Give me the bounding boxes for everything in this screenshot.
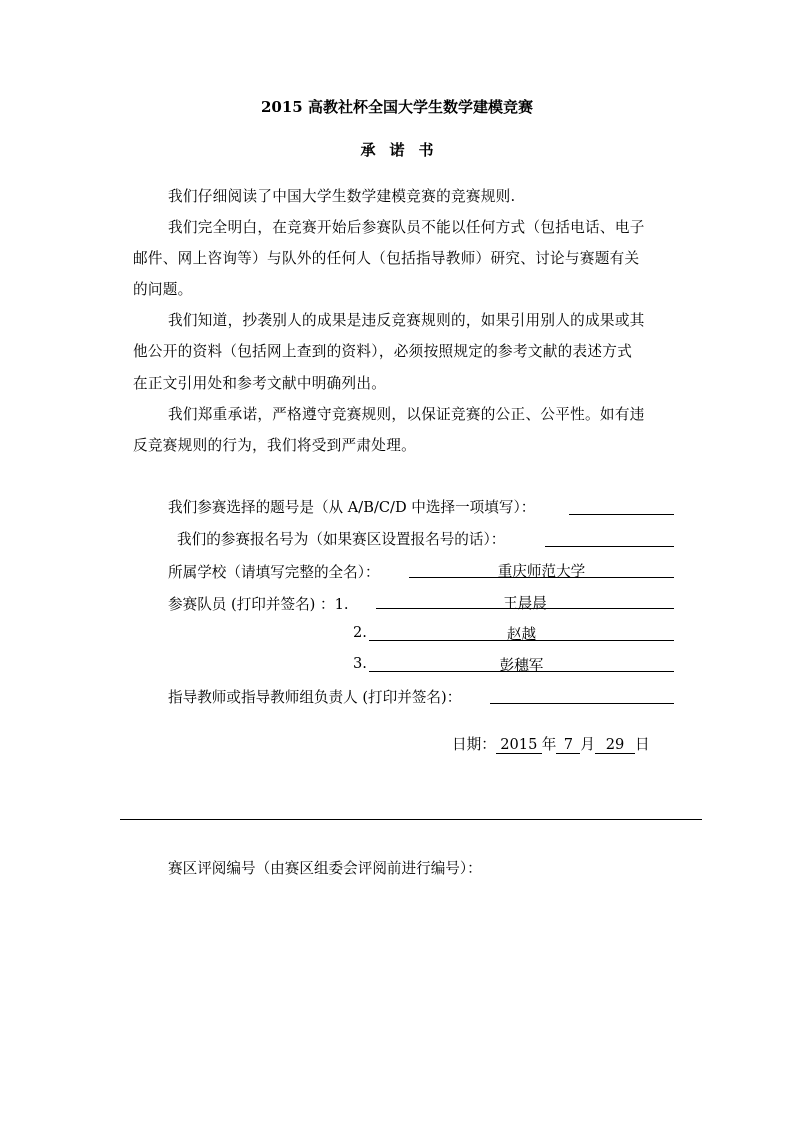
signup-number-label: 我们的参赛报名号为（如果赛区设置报名号的话）：	[177, 531, 506, 548]
date-month-unit: 月	[580, 736, 596, 753]
date-year-unit: 年	[541, 736, 557, 753]
paragraph-1: 我们仔细阅读了中国大学生数学建模竞赛的竞赛规则.	[168, 188, 516, 205]
member-2-value: 赵越	[506, 626, 537, 643]
date-day-unit: 日	[635, 736, 650, 753]
paragraph-3-line-3: 在正文引用处和参考文献中明确列出。	[133, 375, 387, 392]
member-3-index: 3.	[353, 655, 367, 672]
paragraph-3-line-1: 我们知道，抄袭别人的成果是违反竞赛规则的，如果引用别人的成果或其	[168, 312, 645, 329]
date-line	[452, 733, 650, 754]
advisor-label: 指导教师或指导教师组负责人 (打印并签名)：	[168, 689, 462, 706]
team-members-label: 参赛队员 (打印并签名) ：1.	[168, 596, 349, 613]
paragraph-4-line-1: 我们郑重承诺，严格遵守竞赛规则，以保证竞赛的公正、公平性。如有违	[168, 406, 645, 423]
date-year[interactable]: 2015	[496, 737, 542, 754]
member-1-value: 王晨晨	[503, 595, 547, 612]
school-label: 所属学校（请填写完整的全名）：	[168, 564, 380, 581]
document-subtitle: 承诺书	[360, 141, 448, 159]
signup-number-field[interactable]	[545, 546, 674, 547]
member-2-index: 2.	[353, 624, 367, 641]
document-title: 2015 高教社杯全国大学生数学建模竞赛	[261, 98, 533, 116]
advisor-field[interactable]	[490, 703, 674, 704]
school-value: 重庆师范大学	[497, 563, 586, 580]
date-day[interactable]: 29	[595, 737, 635, 754]
paragraph-3-line-2: 他公开的资料（包括网上查到的资料），必须按照规定的参考文献的表述方式	[133, 343, 633, 360]
paragraph-4-line-2: 反竞赛规则的行为，我们将受到严肃处理。	[133, 437, 416, 454]
paragraph-2-line-3: 的问题。	[133, 281, 193, 298]
divider-line	[120, 819, 702, 820]
review-number-label: 赛区评阅编号（由赛区组委会评阅前进行编号）：	[168, 860, 482, 877]
problem-number-field[interactable]	[569, 514, 674, 515]
date-label: 日期：	[452, 736, 496, 753]
problem-number-label: 我们参赛选择的题号是（从 A/B/C/D 中选择一项填写）：	[168, 499, 536, 516]
date-month[interactable]: 7	[556, 737, 580, 754]
member-3-value: 彭穗军	[499, 657, 544, 674]
paragraph-2-line-1: 我们完全明白，在竞赛开始后参赛队员不能以任何方式（包括电话、电子	[168, 219, 645, 236]
paragraph-2-line-2: 邮件、网上咨询等）与队外的任何人（包括指导教师）研究、讨论与赛题有关	[133, 250, 640, 267]
